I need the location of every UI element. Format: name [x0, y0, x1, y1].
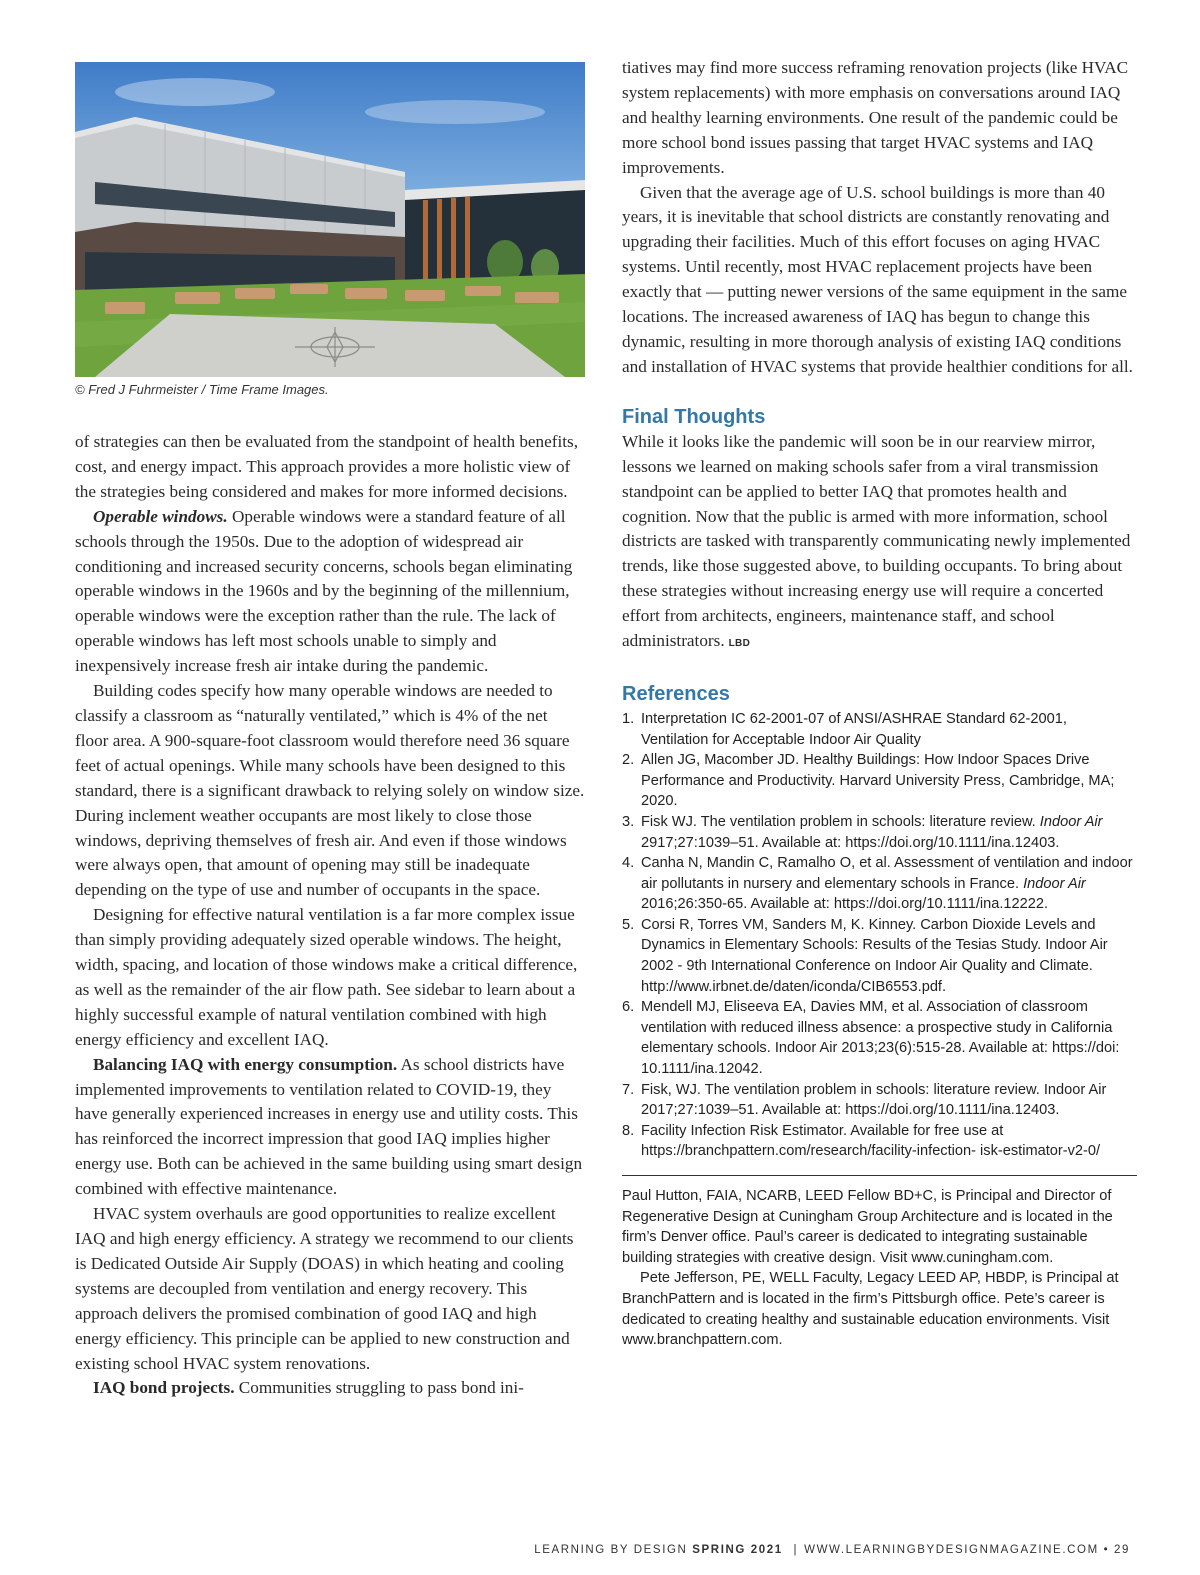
paragraph-balancing-iaq	[75, 1053, 585, 1202]
final-thoughts-text	[622, 430, 1137, 657]
footer-bullet: •	[1103, 1544, 1110, 1556]
references-list	[622, 709, 1137, 1162]
reference-item	[622, 709, 1137, 750]
reference-text-tail: 2917;27:1039–51. Available at: https://doi.org/10.1111/ina.12403.	[641, 834, 1060, 851]
left-column	[75, 62, 585, 1401]
paragraph: Given that the average age of U.S. school buildings is more than 40 years, it is inevitable that school districts are constantly renovating and upgrading their facilities. Much of this effort focuses on aging HVAC systems. Until recently, most HVAC replacement projects have been exactly that — putting newer versions of the same equipment in the same locations. The increased awareness of IAQ has begun to change this dynamic, resulting in more thorough analysis of existing IAQ conditions and installation of HVAC systems that provide healthier conditions for all.	[622, 182, 1133, 376]
reference-text: Canha N, Mandin C, Ramalho O, et al. Assessment of ventilation and indoor air pollutants in nursery and elementary schools in France.	[641, 855, 1133, 892]
reference-text: Corsi R, Torres VM, Sanders M, K. Kinney. Carbon Dioxide Levels and Dynamics in Elementary Schools: Results of the Tesias Study. Indoor Air 2002 - 9th International Conference on Indoor Air Quality and Climate. http://www.irbnet.de/daten/iconda/CIB6553.pdf.	[641, 916, 1108, 995]
reference-number: 4.	[622, 855, 635, 872]
reference-text: Mendell MJ, Eliseeva EA, Davies MM, et al. Association of classroom ventilation with reduced illness absence: a prospective study in California elementary schools. Indoor Air 2013;23(6):515-28. Available at: https://doi: 10.1111/ina.12042.	[641, 999, 1120, 1078]
reference-item	[622, 915, 1137, 997]
paragraph-text: While it looks like the pandemic will soon be in our rearview mirror, lessons we learned on making schools safer from a viral transmission standpoint can be applied to better IAQ that promotes health and cognition. Now that the public is armed with more information, school districts are tasked with transparently communicating newly implemented trends, like those suggested above, to building occupants. To bring about these strategies without increasing energy use will require a concerted effort from architects, engineers, maintenance staff, and school administrators.	[622, 431, 1131, 651]
magazine-url: WWW.LEARNINGBYDESIGNMAGAZINE.COM	[804, 1544, 1099, 1556]
paragraph	[622, 430, 1137, 657]
right-column	[622, 56, 1137, 1351]
reference-text: Fisk WJ. The ventilation problem in schools: literature review.	[641, 813, 1040, 830]
reference-text: Interpretation IC 62-2001-07 of ANSI/ASHRAE Standard 62-2001, Ventilation for Acceptable Indoor Air Quality	[641, 710, 1067, 748]
magazine-name: LEARNING BY DESIGN	[534, 1544, 688, 1556]
reference-item	[622, 1121, 1137, 1162]
reference-number: 8.	[622, 1122, 635, 1139]
author-bios	[622, 1186, 1137, 1351]
reference-item	[622, 812, 1137, 853]
reference-number: 1.	[622, 710, 635, 727]
paragraph-iaq-bond-projects	[75, 1376, 585, 1401]
school-building-photo	[75, 62, 585, 377]
paragraph-text: As school districts have implemented improvements to ventilation related to COVID-19, they have generally experienced increases in energy use and utility costs. This has reinforced the incorrect impression that good IAQ implies higher energy use. Both can be achieved in the same building using smart design combined with effective maintenance.	[75, 1054, 583, 1199]
reference-text-tail: 2016;26:350-65. Available at: https://doi.org/10.1111/ina.12222.	[641, 896, 1049, 913]
left-body-text	[75, 430, 585, 1401]
reference-journal: Indoor Air	[1039, 813, 1103, 830]
paragraph-operable-windows	[75, 505, 585, 679]
issue-label: SPRING 2021	[692, 1544, 783, 1556]
reference-number: 5.	[622, 916, 635, 933]
divider	[622, 1175, 1137, 1176]
paragraph: Building codes specify how many operable windows are needed to classify a classroom as “naturally ventilated,” which is 4% of the net floor area. A 900-square-foot classroom would therefore need 36 square feet of actual openings. While many schools have been designed to this standard, there is a significant drawback to relying solely on window size. During inclement weather occupants are most likely to close those windows, depriving themselves of fresh air. And even if those windows were always open, that amount of opening may still be inadequate depending on the type of use and number of occupants in the space.	[75, 681, 585, 900]
reference-number: 3.	[622, 813, 635, 830]
final-thoughts-heading: Final Thoughts	[622, 405, 766, 428]
paragraph: of strategies can then be evaluated from the standpoint of health benefits, cost, and energy impact. This approach provides a more holistic view of the strategies being considered and makes for more informed decisions.	[75, 432, 579, 501]
author-bio-hutton: Paul Hutton, FAIA, NCARB, LEED Fellow BD+C, is Principal and Director of Regenerative Design at Cuningham Group Architecture and is located in the firm’s Denver office. Paul’s career is dedicated to integrating sustainable building strategies with creative design. Visit www.cuningham.com.	[622, 1188, 1113, 1266]
page-footer	[0, 1544, 1130, 1556]
paragraph: Designing for effective natural ventilation is a far more complex issue than simply providing adequately sized operable windows. The height, width, spacing, and location of those windows make a critical difference, as well as the remainder of the air flow path. See sidebar to learn about a highly successful example of natural ventilation combined with high energy efficiency and excellent IAQ.	[75, 905, 578, 1049]
reference-text: Fisk, WJ. The ventilation problem in schools: literature review. Indoor Air 2017;27:1039–51. Available at: https://doi.org/10.1111/ina.12403.	[641, 1081, 1107, 1119]
photo-illustration	[75, 62, 585, 377]
paragraph: tiatives may find more success reframing renovation projects (like HVAC system replacements) with more emphasis on conversations around IAQ and healthy learning environments. One result of the pandemic could be more school bond issues passing that target HVAC systems and IAQ improvements.	[622, 58, 1129, 177]
footer-divider: |	[793, 1544, 799, 1556]
paragraph: HVAC system overhauls are good opportunities to realize excellent IAQ and high energy efficiency. A strategy we recommend to our clients is Dedicated Outside Air Supply (DOAS) in which heating and cooling systems are decoupled from ventilation and energy recovery. This approach delivers the promised combination of good IAQ and high energy efficiency. This principle can be applied to new construction and existing school HVAC system renovations.	[75, 1204, 574, 1373]
reference-number: 2.	[622, 752, 635, 769]
reference-item	[622, 750, 1137, 812]
page-number: 29	[1114, 1544, 1130, 1556]
reference-text: Facility Infection Risk Estimator. Available for free use at https://branchpattern.com/research/facility-infection- isk-estimator-v2-0/	[641, 1122, 1101, 1160]
reference-item	[622, 1080, 1137, 1121]
paragraph-lead-in: Balancing IAQ with energy consumption.	[93, 1054, 398, 1074]
paragraph-text: Operable windows were a standard feature of all schools through the 1950s. Due to the adoption of widespread air conditioning and increased security concerns, schools began eliminating operable windows in the 1960s and by the beginning of the millennium, operable windows were the exception rather than the rule. The lack of operable windows has left most schools unable to simply and inexpensively increase fresh air intake during the pandemic.	[75, 506, 573, 676]
paragraph-text: Communities struggling to pass bond ini-	[234, 1378, 524, 1398]
right-body-text	[622, 56, 1137, 380]
reference-item	[622, 997, 1137, 1079]
reference-text: Allen JG, Macomber JD. Healthy Buildings: How Indoor Spaces Drive Performance and Productivity. Harvard University Press, Cambridge, MA; 2020.	[641, 752, 1115, 810]
lbd-end-mark: LBD	[728, 638, 751, 650]
reference-item	[622, 853, 1137, 915]
reference-journal: Indoor Air	[1023, 875, 1086, 892]
author-bio-jefferson: Pete Jefferson, PE, WELL Faculty, Legacy LEED AP, HBDP, is Principal at BranchPattern and is located in the firm’s Pittsburgh office. Pete’s career is dedicated to creating healthy and sustainable education environments. Visit www.branchpattern.com.	[622, 1270, 1119, 1349]
paragraph-lead-in: Operable windows.	[93, 506, 228, 526]
reference-number: 6.	[622, 999, 635, 1016]
references-heading: References	[622, 682, 730, 705]
reference-number: 7.	[622, 1081, 635, 1098]
paragraph-lead-in: IAQ bond projects.	[93, 1378, 235, 1398]
photo-caption: © Fred J Fuhrmeister / Time Frame Images.	[75, 382, 329, 397]
